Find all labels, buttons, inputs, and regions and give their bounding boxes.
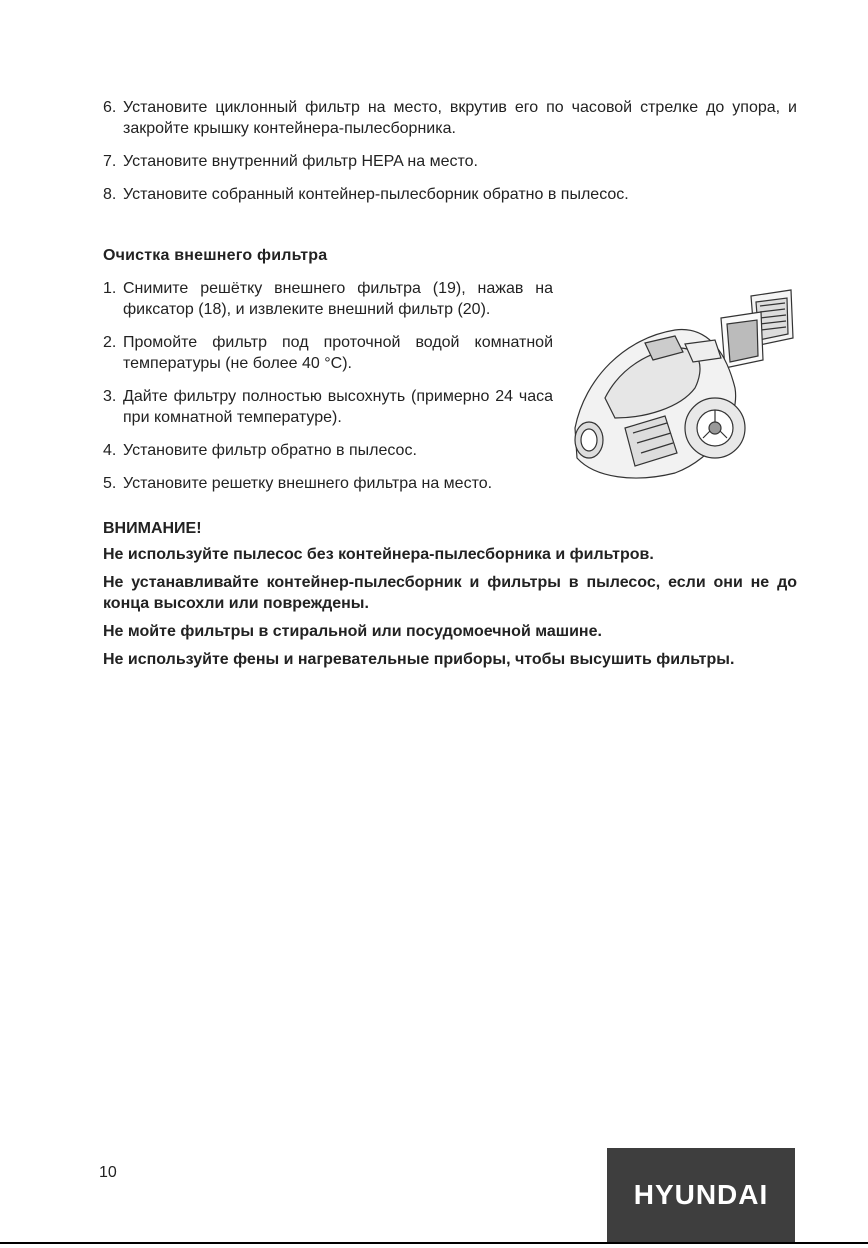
warning-line: Не устанавливайте контейнер-пылесборник и фильтры в пылесос, если они не до конца высохли или повреждены.: [103, 574, 797, 612]
brand-logo: [607, 1148, 795, 1242]
list-item: [103, 473, 553, 494]
warning-line: Не мойте фильтры в стиральной или посудомоечной машине.: [103, 623, 602, 640]
brand-name: HYUNDAI: [633, 1179, 769, 1210]
step-text: Установите циклонный фильтр на место, вкрутив его по часовой стрелке до упора, и закройте крышку контейнера-пылесборника.: [123, 99, 797, 137]
step-text: Установите фильтр обратно в пылесос.: [123, 442, 417, 459]
bottom-divider: [0, 1242, 868, 1244]
step-number: 2.: [103, 334, 117, 351]
step-text: Снимите решётку внешнего фильтра (19), нажав на фиксатор (18), и извлеките внешний фильтр (20).: [123, 280, 553, 318]
front-wheel-icon: [575, 422, 603, 458]
wheel-icon: [685, 398, 745, 458]
list-item: [103, 440, 553, 461]
step-number: 7.: [103, 153, 117, 170]
step-number: 6.: [103, 99, 117, 116]
list-item: [103, 332, 553, 374]
filter-pad-icon: [721, 312, 763, 368]
step-text: Установите внутренний фильтр HEPA на место.: [123, 153, 478, 170]
step-text: Промойте фильтр под проточной водой комнатной температуры (не более 40 °С).: [123, 334, 553, 372]
list-item: [103, 278, 553, 320]
vacuum-cleaner-illustration: [565, 288, 797, 488]
warning-title: ВНИМАНИЕ!: [103, 520, 202, 537]
step-text: Установите собранный контейнер-пылесборник обратно в пылесос.: [123, 186, 629, 203]
step-text: Дайте фильтру полностью высохнуть (примерно 24 часа при комнатной температуре).: [123, 388, 553, 426]
page-number: 10: [99, 1164, 117, 1181]
section-steps-list: [103, 278, 553, 506]
step-text: Установите решетку внешнего фильтра на место.: [123, 475, 493, 492]
step-number: 5.: [103, 475, 117, 492]
step-number: 3.: [103, 388, 117, 405]
warning-line: Не используйте фены и нагревательные приборы, чтобы высушить фильтры.: [103, 651, 735, 668]
list-item: [103, 151, 797, 172]
warning-list: [103, 544, 797, 677]
list-item: [103, 386, 553, 428]
warning-line: Не используйте пылесос без контейнера-пылесборника и фильтров.: [103, 546, 654, 563]
section-heading: Очистка внешнего фильтра: [103, 247, 328, 264]
list-item: [103, 184, 797, 205]
steps-top-list: [103, 97, 797, 217]
step-number: 8.: [103, 186, 117, 203]
list-item: [103, 97, 797, 139]
step-number: 4.: [103, 442, 117, 459]
step-number: 1.: [103, 280, 117, 297]
